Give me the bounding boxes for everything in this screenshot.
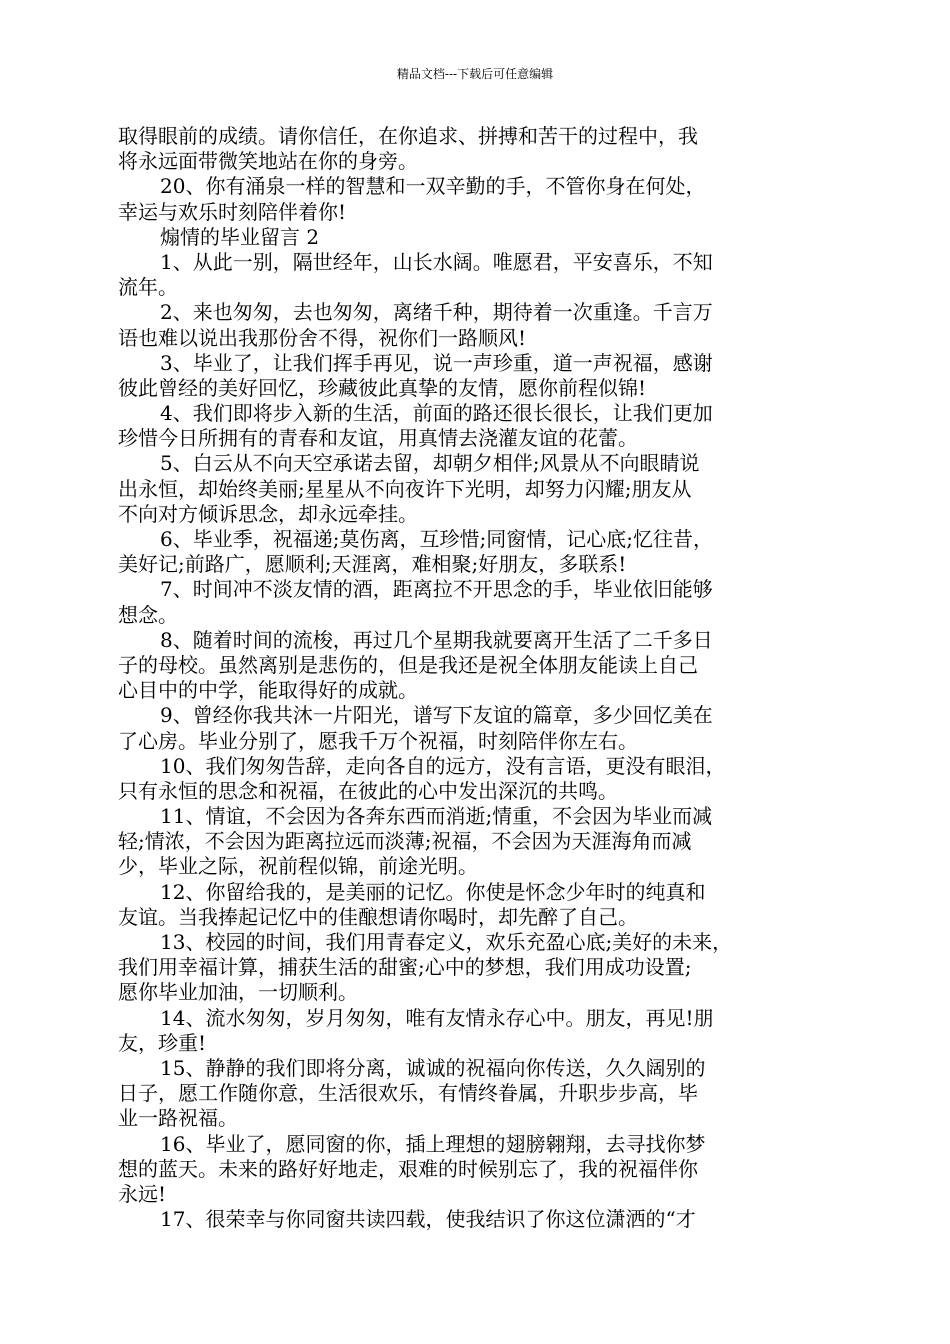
text-line: 子的母校。虽然离别是悲伤的，但是我还是祝全体朋友能读上自己 bbox=[118, 652, 698, 677]
text-line: 16、毕业了，愿同窗的你，插上理想的翅膀翱翔，去寻找你梦 bbox=[160, 1131, 706, 1156]
text-line: 14、流水匆匆，岁月匆匆，唯有友情永存心中。朋友，再见!朋 bbox=[160, 1005, 714, 1030]
text-line: 12、你留给我的，是美丽的记忆。你使是怀念少年时的纯真和 bbox=[160, 879, 706, 904]
text-line: 业一路祝福。 bbox=[118, 1106, 238, 1131]
text-line: 1、从此一别，隔世经年，山长水阔。唯愿君，平安喜乐，不知 bbox=[160, 249, 713, 274]
text-line: 20、你有涌泉一样的智慧和一双辛勤的手，不管你身在何处， bbox=[160, 174, 706, 199]
text-line: 了心房。毕业分别了，愿我千万个祝福，时刻陪伴你左右。 bbox=[118, 728, 638, 753]
text-line: 流年。 bbox=[118, 275, 178, 300]
text-line: 彼此曾经的美好回忆，珍藏彼此真挚的友情，愿你前程似锦! bbox=[118, 375, 647, 400]
text-line: 只有永恒的思念和祝福，在彼此的心中发出深沉的共鸣。 bbox=[118, 778, 618, 803]
text-line: 不向对方倾诉思念，却永远牵挂。 bbox=[118, 501, 418, 526]
text-line: 13、校园的时间，我们用青春定义，欢乐充盈心底;美好的未来， bbox=[160, 930, 733, 954]
text-line: 珍惜今日所拥有的青春和友谊，用真情去浇灌友谊的花蕾。 bbox=[118, 426, 638, 451]
text-line: 3、毕业了，让我们挥手再见，说一声珍重，道一声祝福，感谢 bbox=[160, 350, 713, 375]
document-body bbox=[118, 124, 834, 1232]
text-line: 11、情谊，不会因为各奔东西而消逝;情重，不会因为毕业而减 bbox=[160, 804, 713, 829]
text-line: 语也难以说出我那份舍不得，祝你们一路顺风! bbox=[118, 325, 527, 350]
text-line: 煽情的毕业留言 2 bbox=[160, 224, 320, 249]
text-line: 日子，愿工作随你意，生活很欢乐，有情终眷属，升职步步高，毕 bbox=[118, 1081, 698, 1106]
text-line: 我们用幸福计算，捕获生活的甜蜜;心中的梦想，我们用成功设置; bbox=[118, 955, 692, 980]
page-header: 精品文档---下载后可任意编辑 bbox=[396, 67, 554, 81]
text-line: 出永恒，却始终美丽;星星从不向夜许下光明，却努力闪耀;朋友从 bbox=[118, 476, 692, 501]
text-line: 4、我们即将步入新的生活，前面的路还很长很长，让我们更加 bbox=[160, 401, 713, 426]
text-line: 愿你毕业加油，一切顺利。 bbox=[118, 980, 358, 1005]
text-line: 2、来也匆匆，去也匆匆，离绪千种，期待着一次重逢。千言万 bbox=[160, 300, 713, 325]
text-line: 7、时间冲不淡友情的酒，距离拉不开思念的手，毕业依旧能够 bbox=[160, 577, 713, 602]
text-line: 少，毕业之际，祝前程似锦，前途光明。 bbox=[118, 854, 478, 879]
text-line: 心目中的中学，能取得好的成就。 bbox=[118, 678, 418, 703]
text-line: 9、曾经你我共沐一片阳光，谱写下友谊的篇章，多少回忆美在 bbox=[160, 703, 713, 728]
text-line: 8、随着时间的流梭，再过几个星期我就要离开生活了二千多日 bbox=[160, 627, 713, 652]
text-line: 友谊。当我捧起记忆中的佳酿想请你喝时，却先醉了自己。 bbox=[118, 904, 638, 929]
text-line: 5、白云从不向天空承诺去留，却朝夕相伴;风景从不向眼睛说 bbox=[160, 451, 700, 476]
text-line: 想的蓝天。未来的路好好地走，艰难的时候别忘了，我的祝福伴你 bbox=[118, 1156, 698, 1181]
text-line: 将永远面带微笑地站在你的身旁。 bbox=[118, 149, 418, 174]
text-line: 6、毕业季，祝福递;莫伤离，互珍惜;同窗情，记心底;忆往昔， bbox=[160, 527, 713, 551]
text-line: 10、我们匆匆告辞，走向各自的远方，没有言语，更没有眼泪， bbox=[160, 753, 726, 778]
text-line: 美好记;前路广，愿顺利;天涯离，难相聚;好朋友，多联系! bbox=[118, 552, 627, 577]
text-line: 17、很荣幸与你同窗共读四载，使我结识了你这位潇洒的“才 bbox=[160, 1207, 696, 1232]
text-line: 取得眼前的成绩。请你信任，在你追求、拼搏和苦干的过程中，我 bbox=[118, 124, 698, 148]
text-line: 幸运与欢乐时刻陪伴着你! bbox=[118, 199, 347, 224]
text-line: 15、静静的我们即将分离，诚诚的祝福向你传送，久久阔别的 bbox=[160, 1055, 706, 1080]
text-line: 轻;情浓，不会因为距离拉远而淡薄;祝福，不会因为天涯海角而减 bbox=[118, 829, 692, 854]
text-line: 友，珍重! bbox=[118, 1030, 207, 1055]
text-line: 永远! bbox=[118, 1181, 167, 1206]
text-line: 想念。 bbox=[118, 602, 178, 627]
